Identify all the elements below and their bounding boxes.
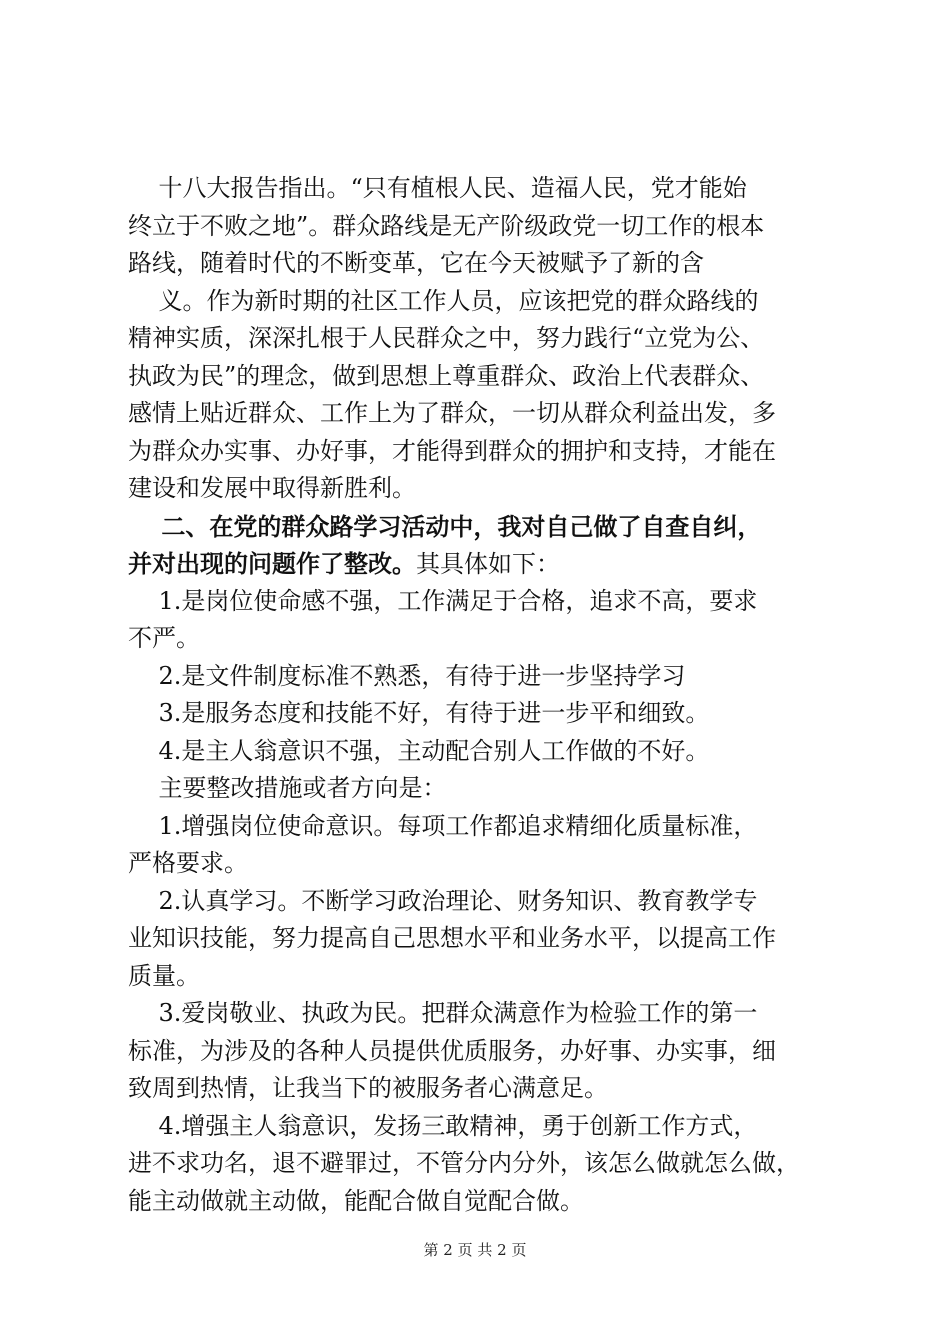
text-line: 质量。: [128, 961, 200, 990]
text-line: 为群众办实事、办好事，才能得到群众的拥护和支持，才能在: [128, 436, 776, 465]
text-line: 主要整改措施或者方向是：: [128, 774, 447, 802]
text-line: 终立于不败之地”。群众路线是无产阶级政党一切工作的根本: [128, 211, 765, 240]
text-line: 路线，随着时代的不断变革，它在今天被赋予了新的含: [128, 249, 704, 277]
text-line: 严格要求。: [128, 849, 248, 877]
text-line: 3.是服务态度和技能不好，有待于进一步平和细致。: [128, 699, 710, 727]
regular-text-span: 其具体如下：: [416, 550, 560, 578]
text-line: 二、在党的群众路学习活动中，我对自己做了自查自纠，: [128, 511, 762, 541]
text-line: 2.认真学习。不断学习政治理论、财务知识、教育教学专: [128, 886, 758, 915]
text-line: 精神实质，深深扎根于人民群众之中，努力践行“立党为公、: [128, 324, 765, 352]
text-line: [128, 545, 838, 583]
text-line: 十八大报告指出。“只有植根人民、造福人民，党才能始: [128, 174, 747, 202]
text-line: 3.爱岗敬业、执政为民。把群众满意作为检验工作的第一: [128, 999, 758, 1027]
text-line: 4.增强主人翁意识，发扬三敢精神，勇于创新工作方式，: [128, 1111, 758, 1140]
text-line: 标准，为涉及的各种人员提供优质服务，办好事、办实事，细: [128, 1036, 776, 1065]
text-line: 感情上贴近群众、工作上为了群众，一切从群众利益出发，多: [128, 399, 776, 427]
text-line: 进不求功名，退不避罪过，不管分内分外，该怎么做就怎么做，: [128, 1149, 800, 1177]
text-line: 业知识技能，努力提高自己思想水平和业务水平，以提高工作: [128, 924, 776, 952]
page-footer: 第 2 页 共 2 页: [423, 1241, 527, 1259]
text-line: 4.是主人翁意识不强，主动配合别人工作做的不好。: [128, 736, 710, 765]
text-line: 不严。: [128, 624, 200, 652]
text-line: 义。作为新时期的社区工作人员，应该把党的群众路线的: [128, 286, 759, 315]
text-line: 2.是文件制度标准不熟悉，有待于进一步坚持学习: [128, 661, 686, 690]
text-line: 致周到热情，让我当下的被服务者心满意足。: [128, 1074, 608, 1102]
document-body: [128, 170, 838, 1220]
text-line: 建设和发展中取得新胜利。: [128, 474, 416, 502]
text-line: 1.是岗位使命感不强，工作满足于合格，追求不高，要求: [128, 586, 758, 615]
bold-text-span: 并对出现的问题作了整改。: [128, 549, 416, 578]
text-line: 能主动做就主动做，能配合做自觉配合做。: [128, 1186, 584, 1215]
text-line: 1.增强岗位使命意识。每项工作都追求精细化质量标准，: [128, 811, 758, 840]
text-line: 执政为民”的理念，做到思想上尊重群众、政治上代表群众、: [128, 361, 765, 390]
